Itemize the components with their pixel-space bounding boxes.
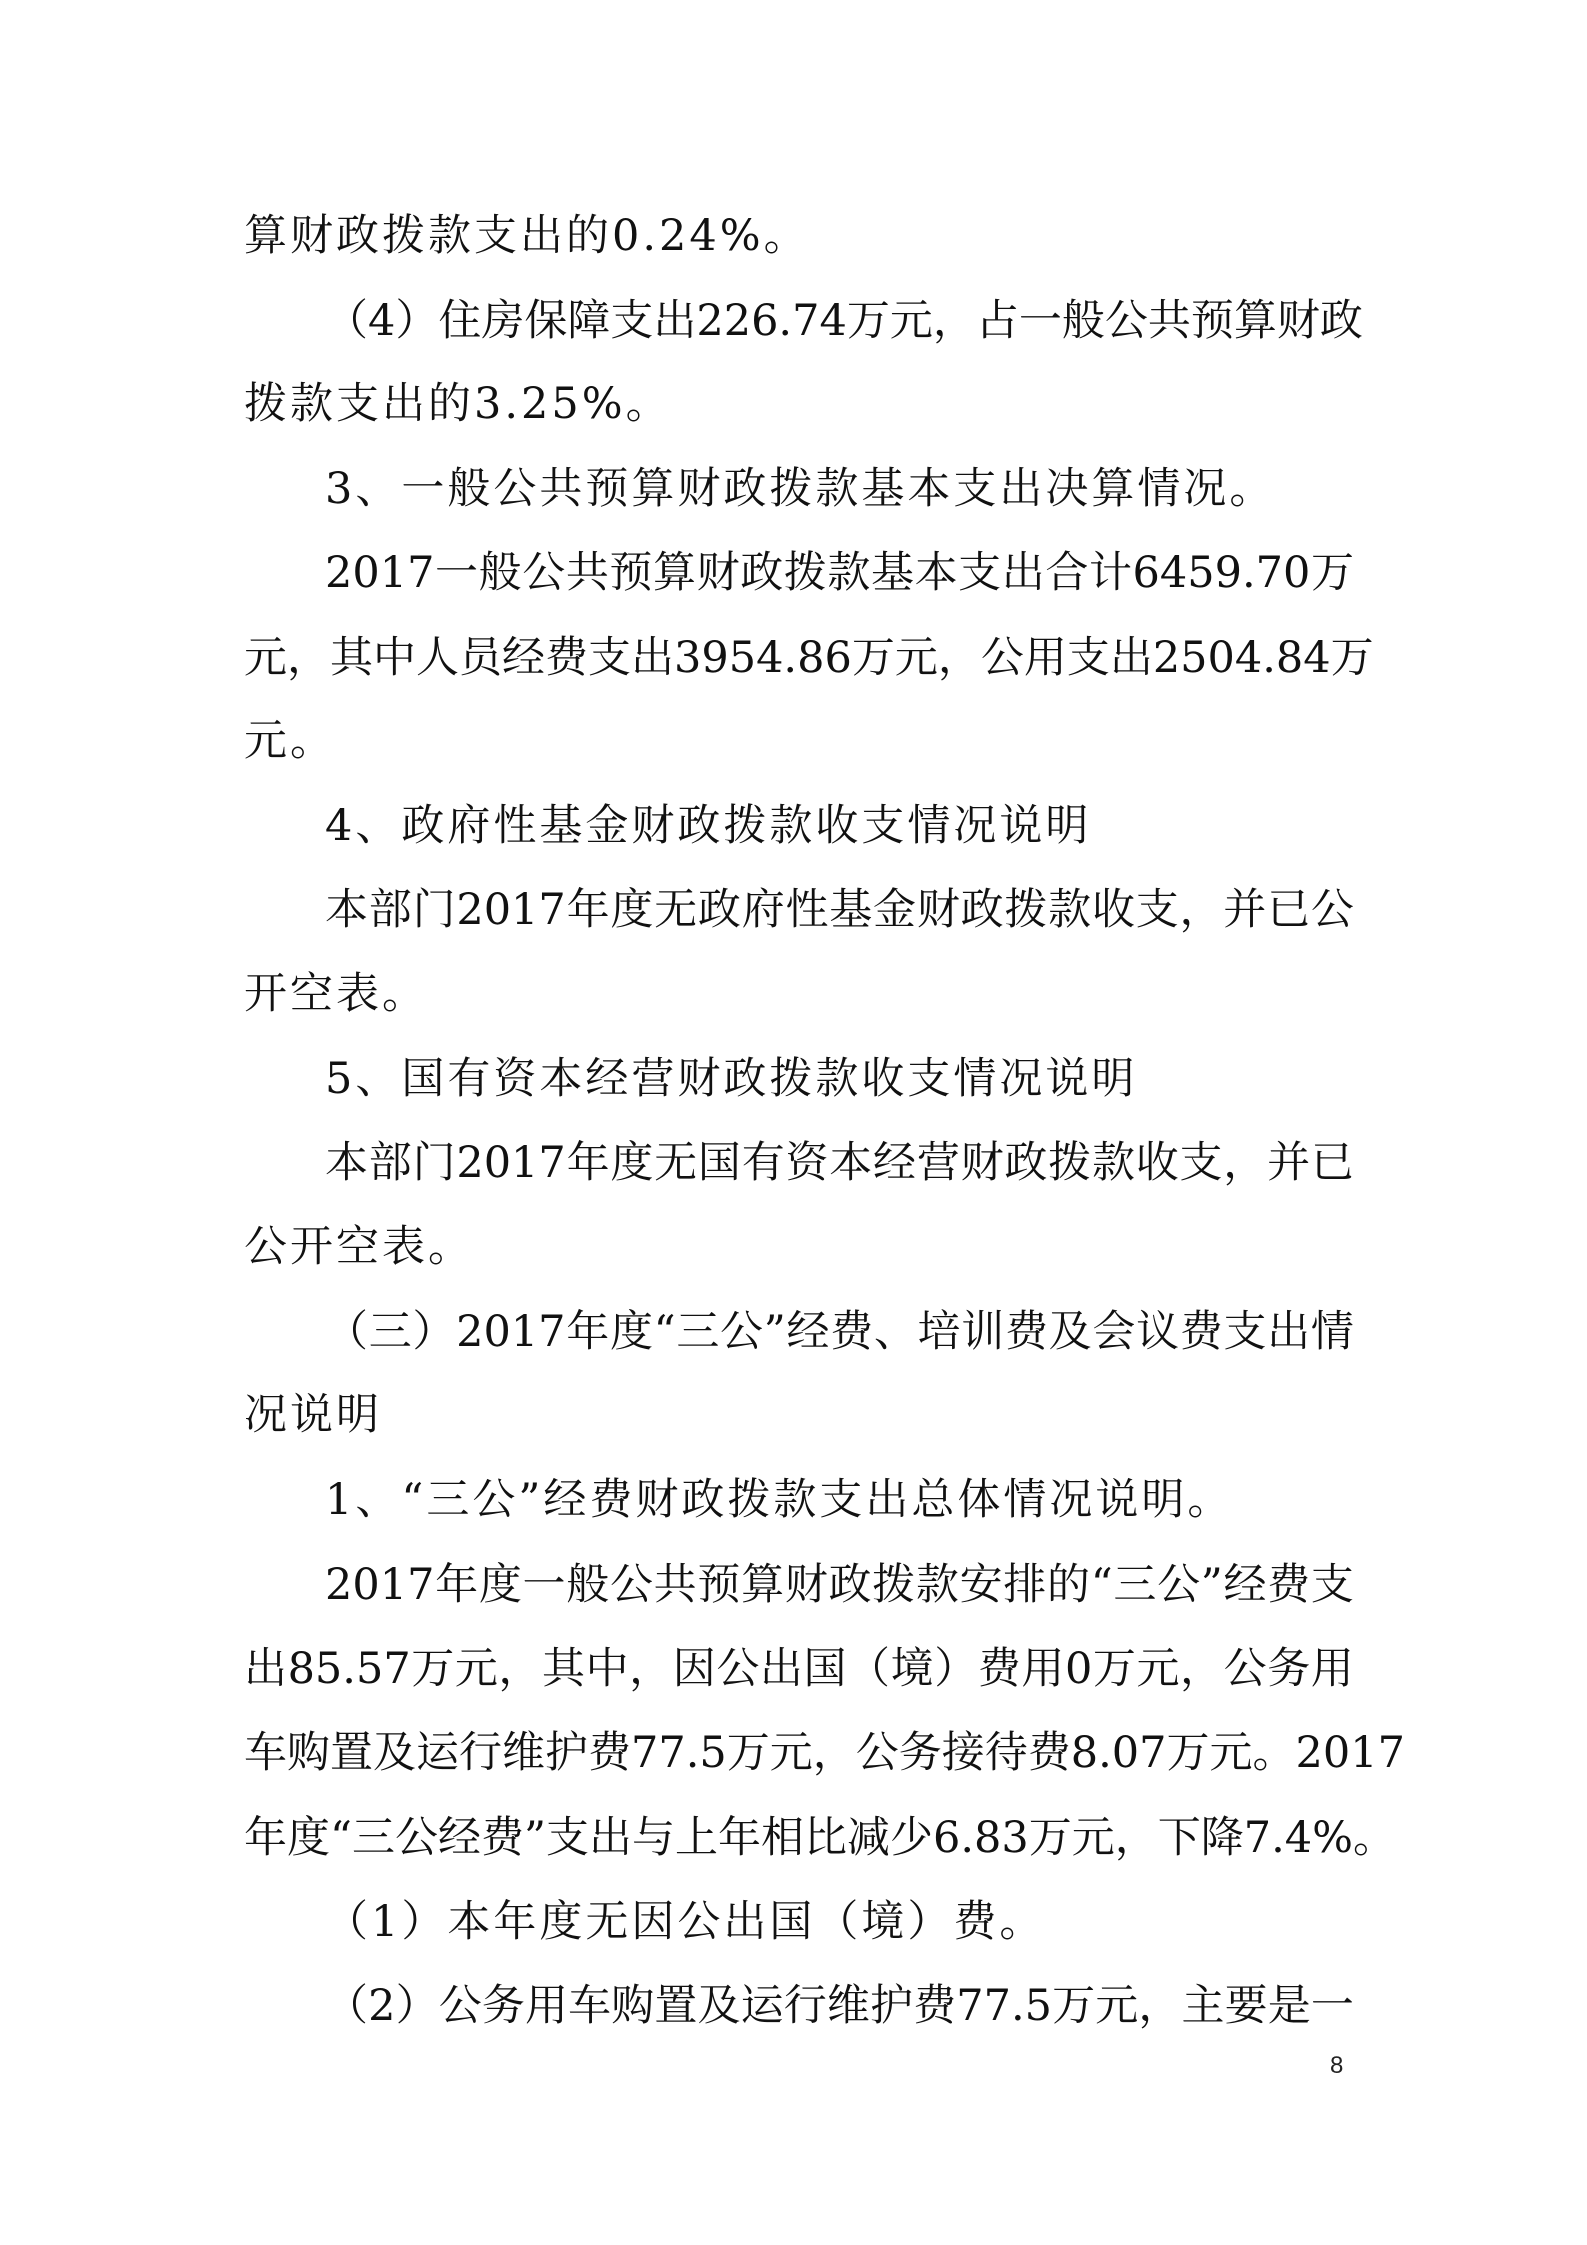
section-heading: 4、政府性基金财政拨款收支情况说明 — [325, 801, 1092, 851]
section-heading: 1、“三公”经费财政拨款支出总体情况说明。 — [325, 1475, 1234, 1525]
page-number: 8 — [1330, 2052, 1344, 2079]
paragraph-line: 公开空表。 — [244, 1222, 474, 1272]
paragraph-line: （1）本年度无因公出国（境）费。 — [325, 1897, 1046, 1947]
paragraph-line: 算财政拨款支出的0.24%。 — [244, 211, 810, 261]
paragraph-line: 2017 一 般 公 共 预 算 财 政 拨 款 基 本 支 出 合 计 6459.70 万 — [325, 548, 1354, 598]
paragraph-line: 年 度 “ 三 公 经 费 ” 支 出 与 上 年 相 比 减 少 6.83 万 元 ， 下 降 7.4% 。 — [244, 1813, 1396, 1863]
paragraph-line: 出 85.57 万 元 ， 其 中 ， 因 公 出 国 （ 境 ） 费 用 0 万 元 ， 公 务 用 — [244, 1644, 1354, 1694]
paragraph-line: 本 部 门 2017 年 度 无 政 府 性 基 金 财 政 拨 款 收 支 ， 并 已 公 — [325, 885, 1354, 935]
paragraph-line: 本 部 门 2017 年 度 无 国 有 资 本 经 营 财 政 拨 款 收 支 ， 并 已 — [325, 1138, 1354, 1188]
paragraph-line: （ 4 ） 住 房 保 障 支 出 226.74 万 元 ， 占 一 般 公 共 预 算 财 政 — [325, 296, 1363, 346]
paragraph-line: 车 购 置 及 运 行 维 护 费 77.5 万 元 ， 公 务 接 待 费 8.07 万 元 。 2017 — [244, 1728, 1405, 1778]
paragraph-line: 元。 — [244, 716, 336, 766]
section-heading: （ 三 ） 2017 年 度 “ 三 公 ” 经 费 、 培 训 费 及 会 议 费 支 出 情 — [325, 1307, 1354, 1357]
paragraph-line: 元 ， 其 中 人 员 经 费 支 出 3954.86 万 元 ， 公 用 支 出 2504.84 万 — [244, 633, 1374, 683]
paragraph-line: （ 2 ） 公 务 用 车 购 置 及 运 行 维 护 费 77.5 万 元 ， 主 要 是 一 — [325, 1981, 1354, 2031]
section-heading: 况说明 — [244, 1390, 382, 1440]
paragraph-line: 2017 年 度 一 般 公 共 预 算 财 政 拨 款 安 排 的 “ 三 公 ” 经 费 支 — [325, 1560, 1354, 1610]
paragraph-line: 开空表。 — [244, 969, 428, 1019]
section-heading: 5、国有资本经营财政拨款收支情况说明 — [325, 1054, 1138, 1104]
paragraph-line: 3、一般公共预算财政拨款基本支出决算情况。 — [325, 464, 1276, 514]
paragraph-line: 拨款支出的3.25%。 — [244, 379, 672, 429]
